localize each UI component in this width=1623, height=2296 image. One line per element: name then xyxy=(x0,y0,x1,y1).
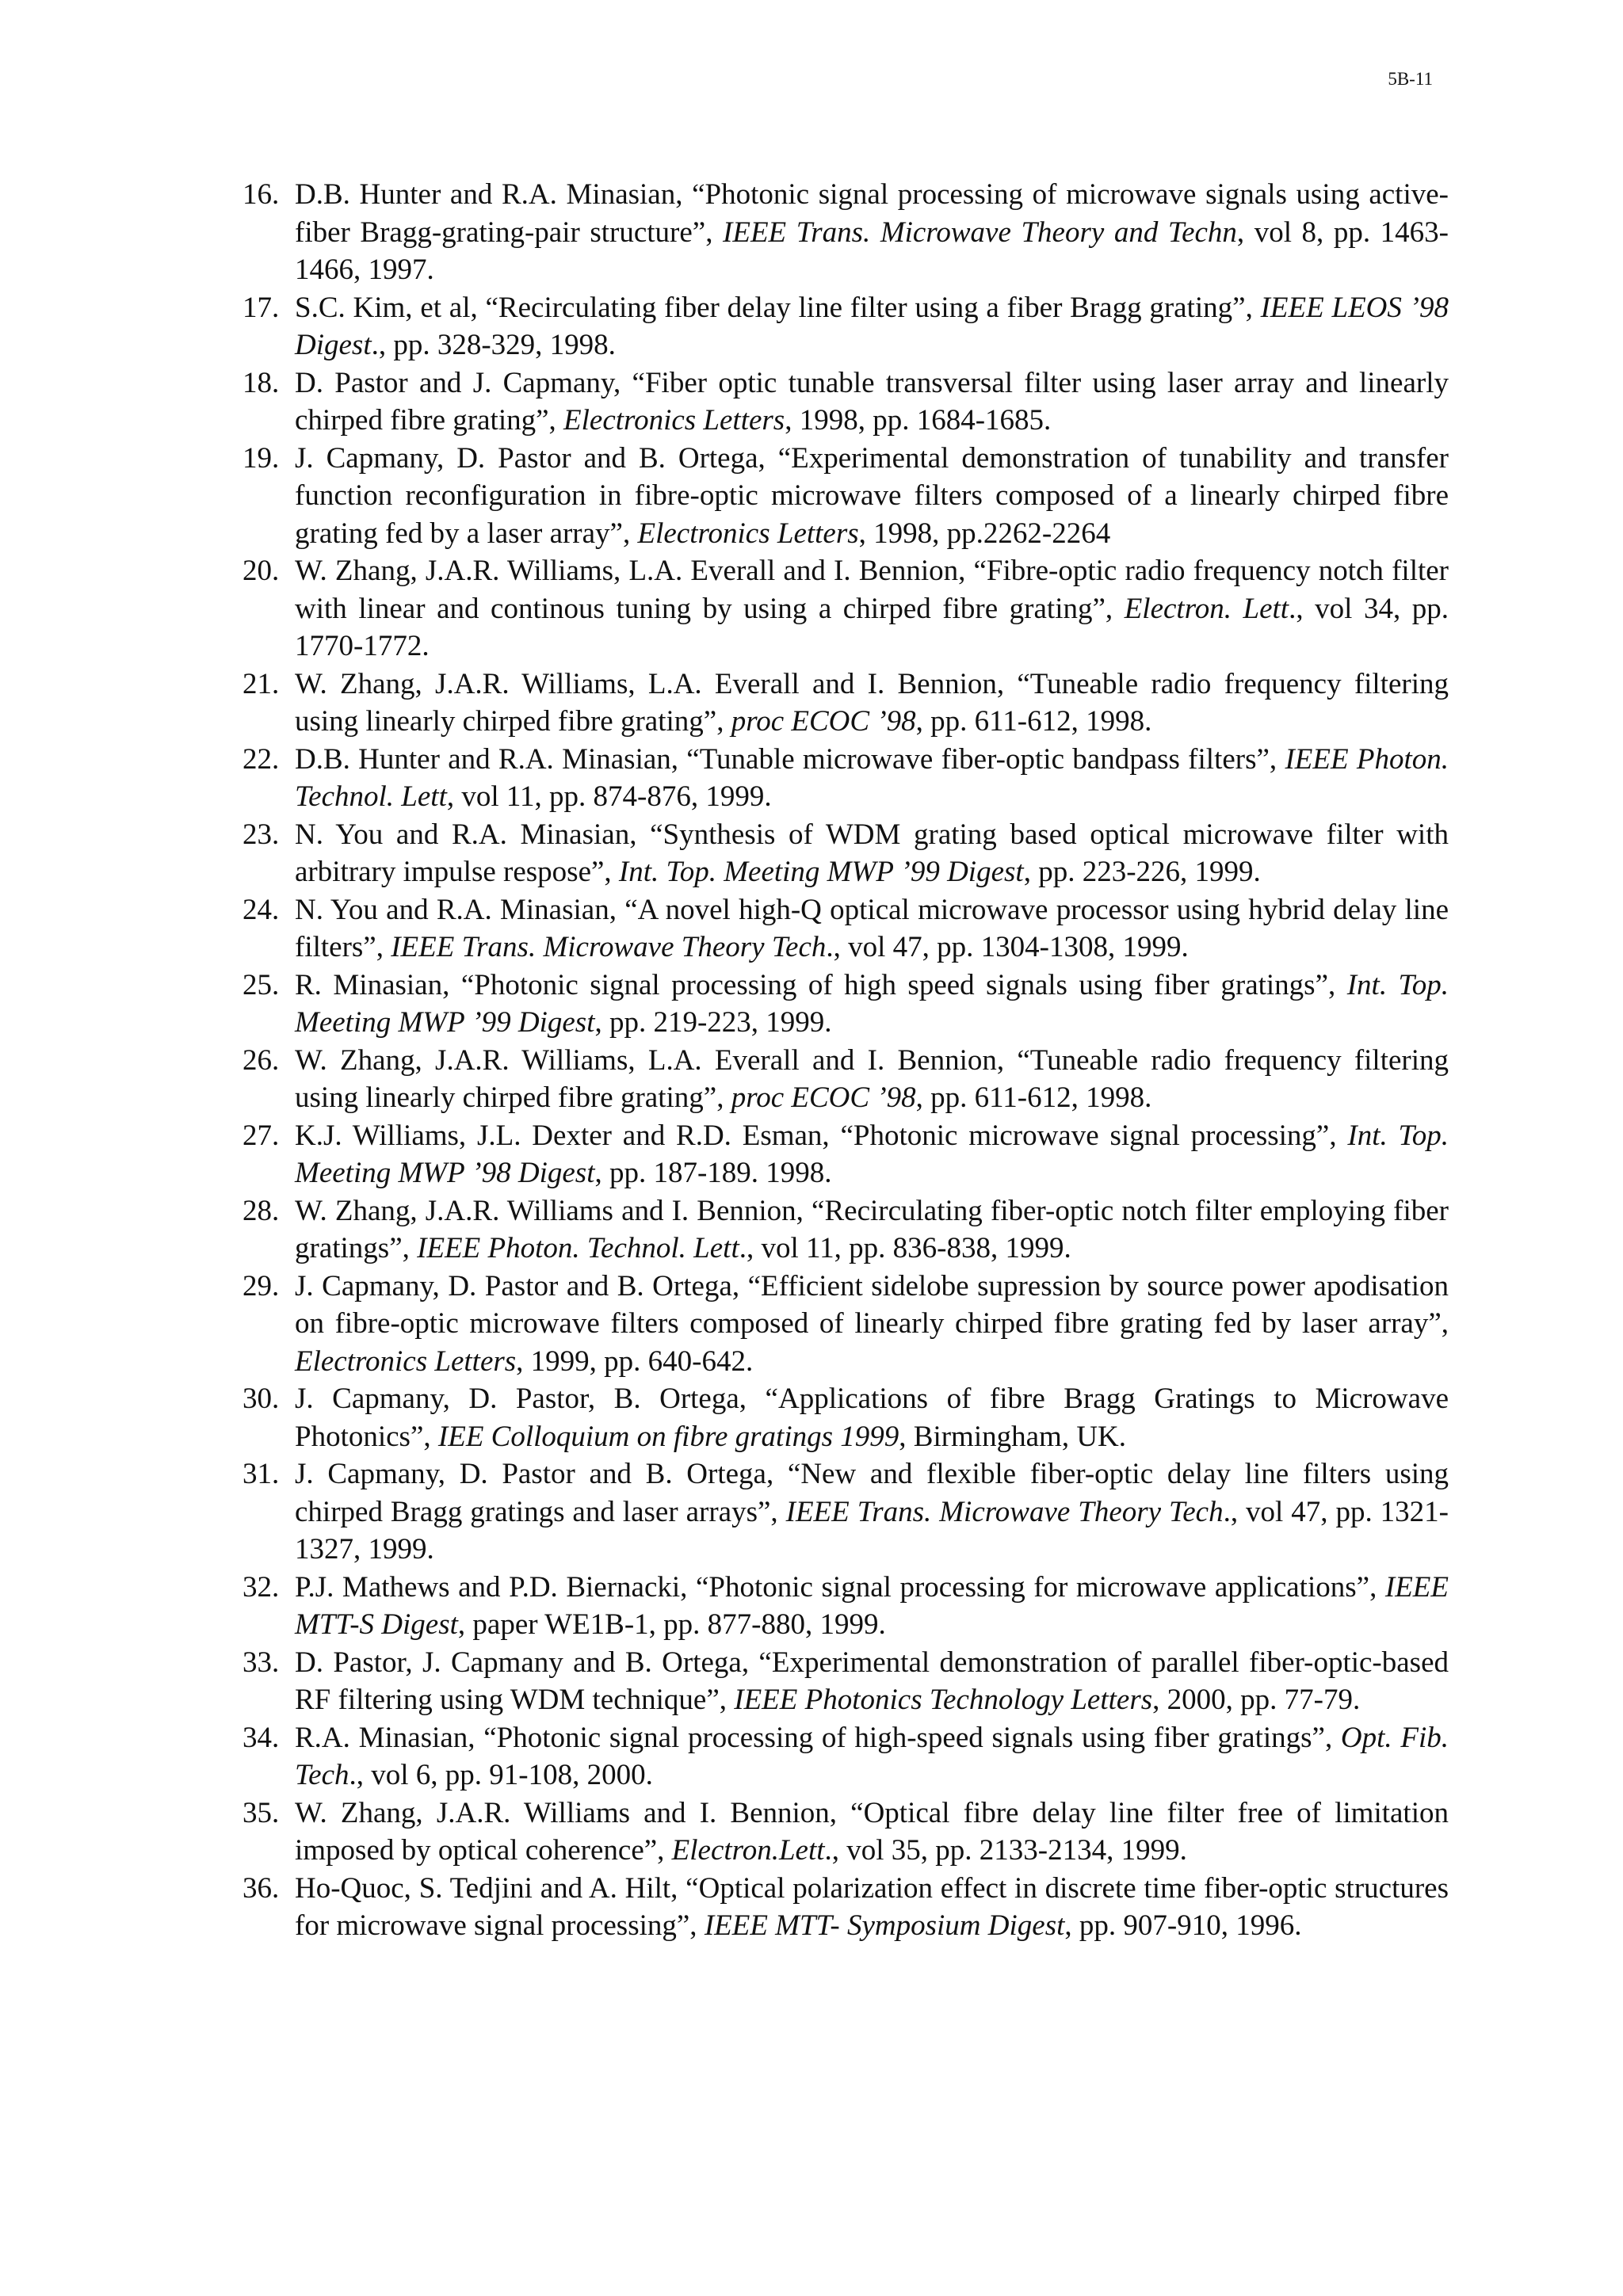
reference-text xyxy=(295,1571,1449,1642)
reference-segment: , pp. 187-189. 1998. xyxy=(594,1157,832,1189)
reference-source-title: Electron.Lett xyxy=(671,1834,825,1867)
reference-item xyxy=(242,1042,1449,1117)
reference-item xyxy=(242,741,1449,816)
reference-number: 20. xyxy=(242,555,280,587)
reference-item xyxy=(242,1380,1449,1455)
reference-text xyxy=(295,555,1449,662)
reference-source-title: Electronics Letters xyxy=(637,517,859,550)
reference-segment: W. Zhang, J.A.R. Williams and I. Bennion, “Recirculating fiber-optic notch filter employing fiber gratings”, xyxy=(295,1194,1449,1264)
reference-segment: Ho-Quoc, S. Tedjini and A. Hilt, “Optical polarization effect in discrete time fiber-optic structures for microwave signal processing”, xyxy=(295,1871,1449,1942)
reference-item xyxy=(242,1192,1449,1268)
reference-item xyxy=(242,1870,1449,1945)
reference-text xyxy=(295,1722,1449,1792)
reference-segment: W. Zhang, J.A.R. Williams and I. Bennion, “Optical fibre delay line filter free of limitation imposed by optical coherence”, xyxy=(295,1796,1449,1867)
reference-number: 25. xyxy=(242,968,280,1001)
reference-segment: , 1998, pp. 1684-1685. xyxy=(785,404,1052,437)
reference-segment: , pp. 223-226, 1999. xyxy=(1023,856,1261,888)
reference-number: 30. xyxy=(242,1383,280,1415)
reference-item xyxy=(242,289,1449,364)
reference-source-title: IEEE MTT- Symposium Digest xyxy=(704,1909,1065,1942)
reference-segment: , 1998, pp.2262-2264 xyxy=(858,517,1111,550)
reference-source-title: IEEE Photon. Technol. Lett xyxy=(295,742,1449,813)
reference-segment: R. Minasian, “Photonic signal processing of high speed signals using fiber gratings”, xyxy=(295,968,1347,1001)
reference-segment: ., vol 6, pp. 91-108, 2000. xyxy=(349,1759,653,1791)
reference-item xyxy=(242,816,1449,891)
reference-item xyxy=(242,552,1449,666)
reference-segment: D.B. Hunter and R.A. Minasian, “Photonic signal processing of microwave signals using active-fiber Bragg-grating-pair structure”, xyxy=(295,178,1449,249)
reference-source-title: proc ECOC ’98 xyxy=(731,1081,916,1114)
reference-source-title: Electronics Letters xyxy=(295,1344,517,1378)
reference-item xyxy=(242,1455,1449,1569)
reference-number: 21. xyxy=(242,667,280,700)
reference-source-title: IEEE MTT-S Digest xyxy=(295,1570,1449,1641)
reference-segment: , vol 11, pp. 874-876, 1999. xyxy=(446,780,772,813)
reference-text xyxy=(295,178,1449,286)
reference-number: 19. xyxy=(242,441,280,475)
reference-text xyxy=(295,969,1449,1039)
reference-segment: D. Pastor, J. Capmany and B. Ortega, “Experimental demonstration of parallel fiber-optic-based RF filtering using WDM technique”, xyxy=(295,1646,1449,1716)
reference-number: 36. xyxy=(242,1871,280,1905)
reference-segment: P.J. Mathews and P.D. Biernacki, “Photonic signal processing for microwave applications”, xyxy=(295,1570,1385,1604)
reference-source-title: IEEE Trans. Microwave Theory and Techn xyxy=(723,215,1237,249)
reference-number: 35. xyxy=(242,1796,280,1829)
page-number: 5B-11 xyxy=(1388,69,1433,89)
reference-segment: D.B. Hunter and R.A. Minasian, “Tunable microwave fiber-optic bandpass filters”, xyxy=(295,742,1285,776)
reference-segment: K.J. Williams, J.L. Dexter and R.D. Esman, “Photonic microwave signal processing”, xyxy=(295,1119,1348,1152)
reference-text xyxy=(295,1797,1449,1867)
reference-source-title: Int. Top. Meeting MWP ’99 Digest xyxy=(295,968,1449,1039)
reference-segment: , vol 8, pp. 1463-1466, 1997. xyxy=(295,215,1449,286)
reference-source-title: proc ECOC ’98 xyxy=(731,705,916,738)
reference-segment: ., vol 35, pp. 2133-2134, 1999. xyxy=(824,1834,1187,1867)
reference-item xyxy=(242,176,1449,289)
reference-number: 18. xyxy=(242,366,280,399)
reference-text xyxy=(295,1646,1449,1717)
reference-segment: ., vol 34, pp. 1770-1772. xyxy=(295,592,1449,662)
reference-text xyxy=(295,668,1449,738)
reference-segment: ., pp. 328-329, 1998. xyxy=(371,329,616,361)
reference-text xyxy=(295,1119,1449,1190)
reference-source-title: Electron. Lett xyxy=(1124,592,1289,625)
reference-item xyxy=(242,666,1449,741)
reference-number: 24. xyxy=(242,893,280,926)
reference-segment: R.A. Minasian, “Photonic signal processing of high-speed signals using fiber gratings”, xyxy=(295,1721,1341,1754)
reference-segment: W. Zhang, J.A.R. Williams, L.A. Everall and I. Bennion, “Tuneable radio frequency filtering using linearly chirped fibre grating”, xyxy=(295,1043,1449,1114)
reference-item xyxy=(242,1268,1449,1381)
reference-source-title: Int. Top. Meeting MWP ’99 Digest xyxy=(618,856,1024,888)
reference-segment: , pp. 907-910, 1996. xyxy=(1064,1909,1302,1942)
reference-segment: ., vol 11, pp. 836-838, 1999. xyxy=(739,1232,1071,1264)
reference-source-title: IEEE LEOS ’98 Digest xyxy=(295,291,1449,361)
reference-number: 17. xyxy=(242,291,280,324)
reference-segment: N. You and R.A. Minasian, “Synthesis of WDM grating based optical microwave filter with arbitrary impulse respose”, xyxy=(295,818,1449,888)
reference-text xyxy=(295,1044,1449,1115)
reference-text xyxy=(295,1458,1449,1566)
reference-item xyxy=(242,1569,1449,1644)
reference-text xyxy=(295,1270,1449,1378)
reference-number: 29. xyxy=(242,1269,280,1302)
reference-text xyxy=(295,442,1449,550)
reference-item xyxy=(242,891,1449,967)
reference-text xyxy=(295,1383,1449,1453)
reference-source-title: IEE Colloquium on fibre gratings 1999 xyxy=(437,1420,899,1453)
reference-item xyxy=(242,440,1449,553)
reference-segment: , pp. 219-223, 1999. xyxy=(594,1006,832,1039)
reference-source-title: Opt. Fib. Tech xyxy=(295,1721,1449,1791)
reference-text xyxy=(295,1872,1449,1943)
reference-segment: J. Capmany, D. Pastor and B. Ortega, “New and flexible fiber-optic delay line filters using chirped Bragg gratings and laser arrays”, xyxy=(295,1458,1449,1528)
reference-list xyxy=(242,176,1449,1945)
reference-segment: D. Pastor and J. Capmany, “Fiber optic tunable transversal filter using laser array and linearly chirped fibre grating”, xyxy=(295,366,1449,437)
reference-segment: W. Zhang, J.A.R. Williams, L.A. Everall and I. Bennion, “Fibre-optic radio frequency notch filter with linear and continous tuning by using a chirped fibre grating”, xyxy=(295,555,1449,625)
reference-number: 31. xyxy=(242,1458,280,1490)
reference-item xyxy=(242,967,1449,1042)
reference-segment: , 1999, pp. 640-642. xyxy=(516,1344,754,1378)
reference-item xyxy=(242,364,1449,440)
reference-number: 26. xyxy=(242,1043,280,1077)
reference-segment: S.C. Kim, et al, “Recirculating fiber delay line filter using a fiber Bragg grating”, xyxy=(295,291,1261,324)
reference-item xyxy=(242,1794,1449,1870)
reference-segment: , 2000, pp. 77-79. xyxy=(1152,1684,1361,1716)
reference-number: 16. xyxy=(242,178,280,211)
reference-number: 33. xyxy=(242,1646,280,1679)
reference-source-title: IEEE Trans. Microwave Theory Tech xyxy=(785,1495,1224,1528)
reference-segment: , paper WE1B-1, pp. 877-880, 1999. xyxy=(457,1608,886,1641)
reference-segment: N. You and R.A. Minasian, “A novel high-Q optical microwave processor using hybrid delay line filters”, xyxy=(295,893,1449,963)
reference-text xyxy=(295,1195,1449,1265)
reference-number: 28. xyxy=(242,1194,280,1227)
reference-number: 22. xyxy=(242,742,280,776)
reference-source-title: IEEE Trans. Microwave Theory Tech xyxy=(391,931,827,963)
reference-item xyxy=(242,1719,1449,1794)
reference-text xyxy=(295,367,1449,437)
reference-number: 32. xyxy=(242,1570,280,1604)
reference-text xyxy=(295,894,1449,964)
reference-source-title: IEEE Photon. Technol. Lett xyxy=(417,1232,739,1264)
reference-text xyxy=(295,743,1449,814)
reference-segment: J. Capmany, D. Pastor and B. Ortega, “Efficient sidelobe supression by source power apodisation on fibre-optic microwave filters composed of linearly chirped fibre grating fed by laser array”, xyxy=(295,1269,1449,1340)
reference-source-title: Int. Top. Meeting MWP ’98 Digest xyxy=(295,1119,1449,1189)
reference-text xyxy=(295,818,1449,889)
reference-segment: , Birmingham, UK. xyxy=(899,1420,1127,1453)
reference-segment: , pp. 611-612, 1998. xyxy=(915,1081,1152,1114)
reference-segment: J. Capmany, D. Pastor, B. Ortega, “Applications of fibre Bragg Gratings to Microwave Photonics”, xyxy=(295,1383,1449,1453)
reference-number: 34. xyxy=(242,1721,280,1754)
reference-segment: W. Zhang, J.A.R. Williams, L.A. Everall and I. Bennion, “Tuneable radio frequency filtering using linearly chirped fibre grating”, xyxy=(295,667,1449,738)
reference-item xyxy=(242,1644,1449,1719)
reference-segment: J. Capmany, D. Pastor and B. Ortega, “Experimental demonstration of tunability and transfer function reconfiguration in fibre-optic microwave filters composed of a linearly chirped fibre grating fed by a laser array”, xyxy=(295,441,1449,550)
reference-number: 27. xyxy=(242,1119,280,1152)
reference-segment: ., vol 47, pp. 1304-1308, 1999. xyxy=(826,931,1189,963)
reference-item xyxy=(242,1117,1449,1192)
reference-text xyxy=(295,292,1449,362)
reference-segment: ., vol 47, pp. 1321-1327, 1999. xyxy=(295,1495,1449,1566)
reference-number: 23. xyxy=(242,818,280,851)
reference-source-title: Electronics Letters xyxy=(563,404,785,437)
reference-segment: , pp. 611-612, 1998. xyxy=(915,705,1152,738)
reference-source-title: IEEE Photonics Technology Letters xyxy=(734,1684,1153,1716)
